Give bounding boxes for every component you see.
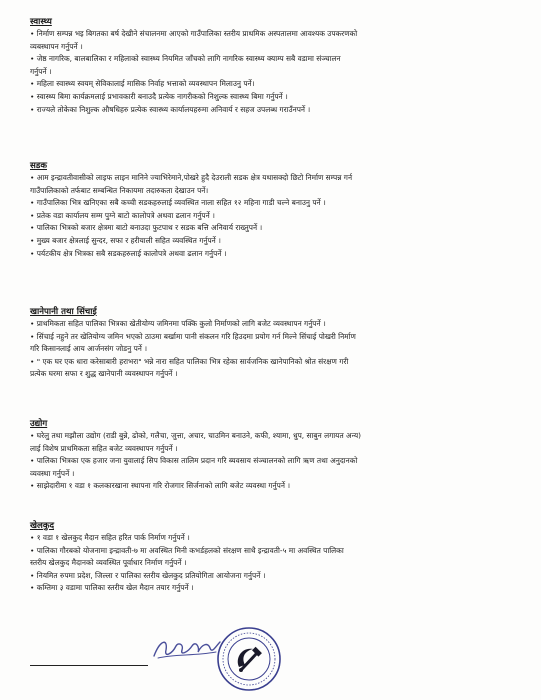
section-health <box>30 16 516 116</box>
list-item: • पालिका भित्रको बजार क्षेत्रमा बाटो बनाउदा फुटपाथ र सडक बत्ति अनिवार्य राख्नुपर्ने । <box>30 223 263 233</box>
section-sports <box>30 520 516 595</box>
list-item: • जेष्ठ नागरिक, बालबालिका र महिलाको स्वास्थ्य नियमित जाँचको लागि नागरिक स्वास्थ्य क्याम्प सबै वडामा संञ्चालन <box>30 54 341 64</box>
list-item: व्यबस्थापन गर्नुपर्ने । <box>30 41 83 51</box>
list-item: गर्नुपर्ने । <box>30 66 52 76</box>
list-item: • प्रतेक वडा कार्यालय सम्म पुग्ने बाटो कालोपत्रे अथवा ढलान गर्नुपर्ने । <box>30 210 215 220</box>
party-seal-stamp <box>215 625 283 693</box>
list-item: • गाउँपालिका भित्र खनिएका सबै कच्ची सडकहरुलाई व्यवस्थित नाला सहित १२ महिना गाडी चल्ने बनाउनु पर्ने । <box>30 198 326 208</box>
list-item: लाई विशेष प्राथमिकता सहित बजेट व्यवस्थापन गर्नुपर्ने । <box>30 443 178 453</box>
list-item: • " एक घर एक धारा करेसाबारी हराभरा" भन्ने नारा सहित पालिका भित्र रहेका सार्वजनिक खानेपानिको श्रोत संरक्षण गरी <box>30 356 349 366</box>
list-item: • महिला स्वास्थ्य स्वयम् सेविकालाई मासिक निर्वाह भत्ताको व्यवस्थापन मिलाउनु पर्ने। <box>30 79 255 89</box>
list-item: • स्वास्थ्य बिमा कार्यक्रमलाई प्रभावकारी बनाउदै प्रत्येक नागरीकको निशुल्क स्वास्थ्य बिमा गर्नुपर्ने । <box>30 91 288 101</box>
section-industry <box>30 418 516 493</box>
list-item: • निर्माण सम्पन्न भइ बिगतका बर्ष देखीने संचालनमा आएको गाउँपालिका स्तरीय प्राथमिक अस्पतालमा आवश्यक उपकरणको <box>30 29 358 38</box>
list-item: गाउँपालिकाको तर्फबाट सम्बन्धित निकायमा तदारुकता देखाउन पर्ने। <box>30 185 209 195</box>
list-item: • पालिका भित्रका एक हजार जना युवालाई सिप विकास तालिम प्रदान गरि ब्यवसाय संञ्चालनको लागि ऋण तथा अनुदानको <box>30 456 358 466</box>
list-item: • पर्यटकीय क्षेत्र भित्रका सबै सडकहरुलाई कालोपत्रे अथवा ढलान गर्नुपर्ने । <box>30 248 227 258</box>
list-item: • मुख्य बजार क्षेत्रलाई सुन्दर, सफा र हरीयाली सहित व्यवस्थित गर्नुपर्ने । <box>30 235 221 245</box>
section-heading: स्वास्थ्य <box>30 17 52 27</box>
list-item: व्यवस्था गर्नुपर्ने । <box>30 468 75 478</box>
section-heading: उद्योग <box>30 419 48 429</box>
list-item: • सिंचाई नहुने तर खेतियोग्य जमिन भएको ठाउमा बर्खामा पानी संकलन गरि हिउदमा प्रयोग गर्न मिल्ने सिंचाई पोखरी निर्माण <box>30 331 356 341</box>
section-heading: खेलकुद <box>30 521 55 531</box>
list-item: गरि किसानलाई आय आर्जनसंग जोडनु पर्ने । <box>30 344 148 354</box>
list-item: • साझेदारीमा १ वडा १ कलकारखाना स्थापना गरि रोजगार सिर्जनाको लागि बजेट व्यवस्था गर्नुपर्ने । <box>30 481 291 491</box>
list-item: • आम इन्द्रावतीवासीको लाइफ लाइन मानिने ज्याभिरेमाने,पोखरे हुदै देउराली सडक क्षेत्र यथासक्दो छिटो निर्माण सम्पन्न गर्न <box>30 173 353 182</box>
section-heading: सडक <box>30 161 48 171</box>
list-item: प्रत्येक घरमा सफा र शुद्ध खानेपानी व्यवस्थापन गर्नुपर्ने । <box>30 369 178 379</box>
handwritten-signature <box>150 632 222 664</box>
list-item: • राज्यले तोकेका निशुल्क औषधिहरु प्रत्येक स्वास्थ्य कार्यालयहरुमा अनिवार्य र सहज उपलब्ध गराउँनपर्ने । <box>30 104 311 114</box>
list-item: • घरेलु तथा मझौला उद्योग (राडी बुन्ने, ढोको, गलैचा, जुत्ता, अचार, चाउमिन बनाउने, कफी, श्‍यामा, धुप, साबुन लगायत अन्य) <box>30 431 362 440</box>
section-roads <box>30 160 516 260</box>
signature-line <box>30 665 148 666</box>
list-item: • कम्तिमा ३ वडामा पालिका स्तरीय खेल मैदान तयार गर्नुपर्ने । <box>30 583 194 593</box>
section-water-irrigation <box>30 306 516 381</box>
list-item: • १ वडा १ खेलकुद मैदान सहित हरित पार्क निर्माण गर्नुपर्ने । <box>30 533 190 542</box>
list-item: • प्राथमिकता सहित पालिका भित्रका खेतीयोग्य जमिनमा पक्कि कुलो निर्माणको लागि बजेट व्यवस्थापन गर्नुपर्ने । <box>30 319 326 328</box>
list-item: • नियमित रुपमा प्रदेश, जिल्ला र पालिका स्तरीय खेलकुद प्रतियोगिता आयोजना गर्नुपर्ने । <box>30 570 266 580</box>
list-item: • पालिका गौरबको योजनामा इन्द्रावती-७ मा अवस्थित मिनी कभर्डहलको संरक्षण साथै इन्द्रावती-५ मा अवस्थित पालिका <box>30 545 344 555</box>
section-heading: खानेपानी तथा सिंचाई <box>30 307 97 317</box>
list-item: स्तरीय खेलकुद मैदानको व्यवस्थित पूर्वाधार निर्माण गर्नुपर्ने । <box>30 558 187 568</box>
